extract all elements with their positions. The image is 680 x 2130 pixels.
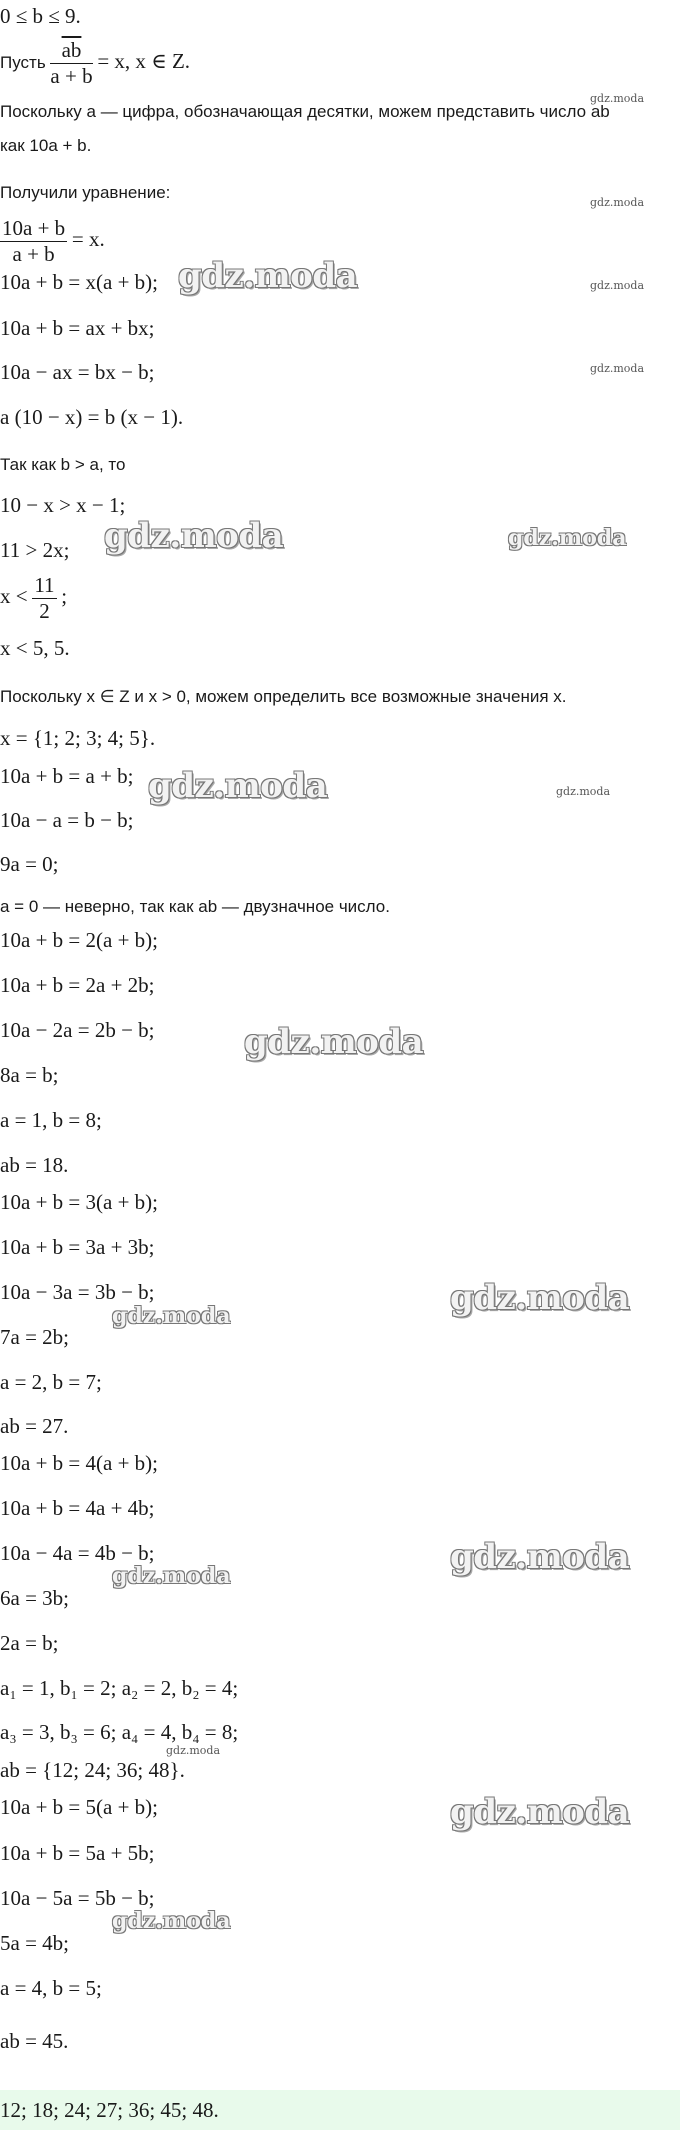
line-case1-eq2: 10a − a = b − b; [0,808,134,832]
line-equation-fraction: $\frac{10a + b}{a + b}$ = x. [2,216,105,266]
line-digit-explanation: Поскольку a — цифра, обозначающая десятки, можем представить число ab [0,102,610,121]
line-since-x-in-z: Поскольку x ∈ Z и x > 0, можем определить все возможные значения x. [0,687,567,706]
line-ineq-fraction: x < $\frac{11}{2}$ ; [0,573,68,623]
watermark: gdz.moda [450,1278,630,1318]
let-word: Пусть [0,52,46,72]
line-case5-eq2: 10a + b = 5a + 5b; [0,1841,155,1865]
line-case4-eq4: 6a = 3b; [0,1586,69,1610]
line-case5-eq5: a = 4, b = 5; [0,1976,102,2000]
line-case5-eq3: 10a − 5a = 5b − b; [0,1886,155,1910]
line-case5-eq1: 10a + b = 5(a + b); [0,1795,158,1819]
watermark: gdz.moda [590,279,645,292]
line-case3-result: ab = 27. [0,1414,69,1438]
fraction-ab-over-sum: $\frac{\overline{ab}}{a + b}$ [50,38,93,88]
line-case2-eq2: 10a + b = 2a + 2b; [0,973,155,997]
line-eq1: 10a + b = x(a + b); [0,270,158,294]
line-case1-eq3: 9a = 0; [0,852,59,876]
line-got-equation: Получили уравнение: [0,183,171,202]
watermark: gdz.moda [112,1908,231,1934]
watermark: gdz.moda [508,525,627,551]
line-case4-pairs2: a₃ = 3, b₃ = 6; a₄ = 4, b₄ = 8; [0,1720,239,1744]
line-case3-eq2: 10a + b = 3a + 3b; [0,1235,155,1259]
line-eq3: 10a − ax = bx − b; [0,360,155,384]
watermark: gdz.moda [450,1537,630,1577]
line-eq2: 10a + b = ax + bx; [0,316,155,340]
watermark: gdz.moda [104,516,284,556]
line-case1-eq1: 10a + b = a + b; [0,764,134,788]
line-case3-eq4: 7a = 2b; [0,1325,69,1349]
watermark: gdz.moda [148,766,328,806]
line-case3-eq1: 10a + b = 3(a + b); [0,1190,158,1214]
watermark: gdz.moda [112,1563,231,1589]
line-case2-result: ab = 18. [0,1153,69,1177]
line-ineq1: 10 − x > x − 1; [0,493,126,517]
watermark: gdz.moda [178,256,358,296]
line-case5-eq4: 5a = 4b; [0,1931,69,1955]
line-case4-eq5: 2a = b; [0,1631,59,1655]
line-since-b-gt-a: Так как b > a, то [0,455,126,474]
fraction-11-over-2: $\frac{11}{2}$ [34,573,55,623]
line-case2-eq4: 8a = b; [0,1063,59,1087]
line-b-range: 0 ≤ b ≤ 9. [0,4,81,28]
line-case4-result: ab = {12; 24; 36; 48}. [0,1758,185,1782]
watermark: gdz.moda [166,1744,221,1757]
line-x-lt-5-5: x < 5, 5. [0,636,70,660]
line-case3-eq5: a = 2, b = 7; [0,1370,102,1394]
watermark: gdz.moda [590,362,645,375]
line-x-set: x = {1; 2; 3; 4; 5}. [0,726,156,750]
line-ineq2: 11 > 2x; [0,538,70,562]
line-let-x: Пусть $\frac{\overline{ab}}{a + b}$ = x, x ∈ Z. [0,38,191,88]
watermark: gdz.moda [590,92,645,105]
line-case2-eq3: 10a − 2a = 2b − b; [0,1018,155,1042]
answer-box [0,2090,680,2130]
watermark: gdz.moda [590,196,645,209]
answer-text: 12; 18; 24; 27; 36; 45; 48. [0,2098,219,2122]
line-case4-eq2: 10a + b = 4a + 4b; [0,1496,155,1520]
line-eq4: a (10 − x) = b (x − 1). [0,405,184,429]
watermark: gdz.moda [450,1792,630,1832]
line-case2-eq1: 10a + b = 2(a + b); [0,928,158,952]
line-case1-wrong: a = 0 — неверно, так как ab — двузначное число. [0,897,390,916]
line-case4-eq1: 10a + b = 4(a + b); [0,1451,158,1475]
fraction-10a-b-over-sum: $\frac{10a + b}{a + b}$ [2,216,66,266]
line-case3-eq3: 10a − 3a = 3b − b; [0,1280,155,1304]
line-case4-pairs1: a₁ = 1, b₁ = 2; a₂ = 2, b₂ = 4; [0,1676,239,1700]
line-case2-eq5: a = 1, b = 8; [0,1108,102,1132]
line-case4-eq3: 10a − 4a = 4b − b; [0,1541,155,1565]
line-case5-result: ab = 45. [0,2029,69,2053]
watermark: gdz.moda [112,1303,231,1329]
line-as-10a-b: как 10a + b. [0,136,92,155]
watermark: gdz.moda [556,785,611,798]
watermark: gdz.moda [244,1022,424,1062]
